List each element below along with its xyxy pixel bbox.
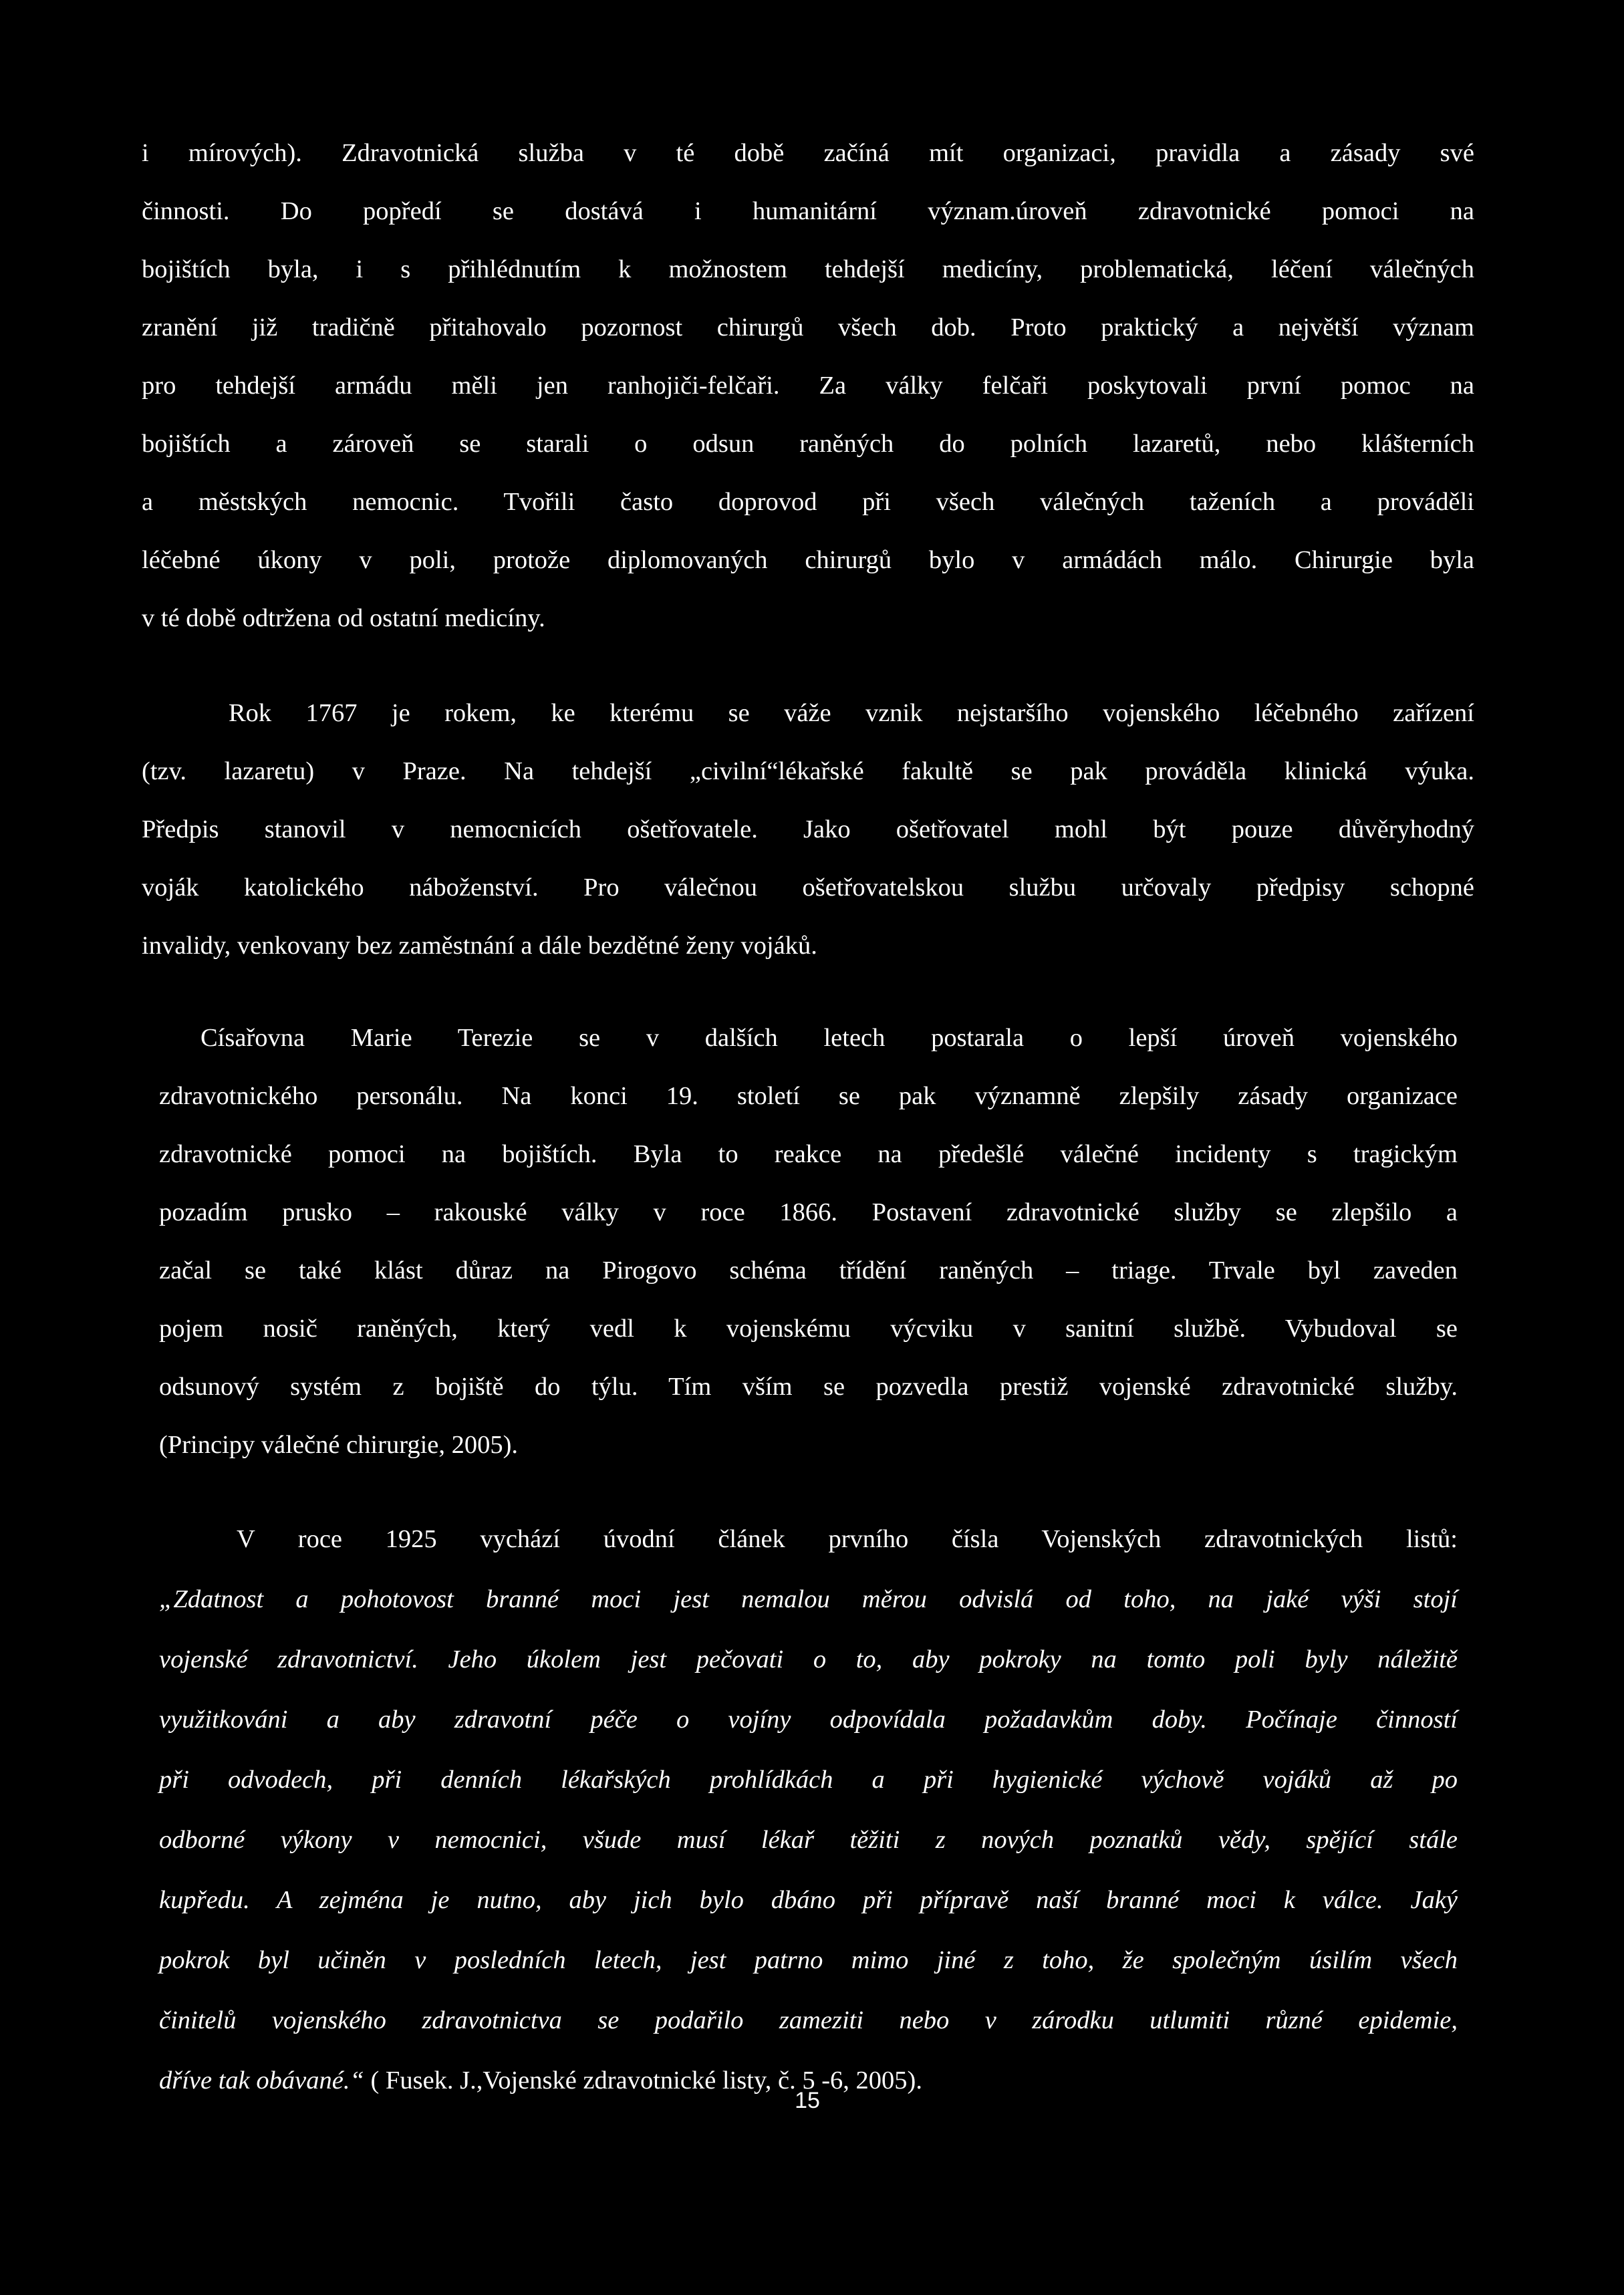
text-line: léčebné úkony v poli, protože diplomovaných chirurgů bylo v armádách málo. Chirurgie byla (142, 546, 1474, 574)
text-line: pro tehdejší armádu měli jen ranhojiči-felčaři. Za války felčaři poskytovali první pomoc na (142, 372, 1474, 400)
text-line: (tzv. lazaretu) v Praze. Na tehdejší „civilní“lékařské fakultě se pak prováděla klinická výuka. (142, 757, 1474, 785)
text-line: Předpis stanovil v nemocnicích ošetřovatele. Jako ošetřovatel mohl být pouze důvěryhodný (142, 815, 1474, 843)
text-line: Rok 1767 je rokem, ke kterému se váže vznik nejstaršího vojenského léčebného zařízení (229, 699, 1474, 727)
quote-line: kupředu. A zejména je nutno, aby jich bylo dbáno při přípravě naší branné moci k válce. Jaký (159, 1886, 1458, 1914)
quote-line: vojenské zdravotnictví. Jeho úkolem jest pečovati o to, aby pokroky na tomto poli byly náležitě (159, 1645, 1458, 1673)
quote-intro: V roce 1925 vychází úvodní článek prvního čísla Vojenských zdravotnických listů: (237, 1525, 1458, 1553)
paragraph-quote-1925 (159, 1509, 1458, 2111)
page-number: 15 (795, 2088, 820, 2113)
text-line: invalidy, venkovany bez zaměstnání a dále bezdětné ženy vojáků. (142, 932, 817, 960)
text-line: (Principy válečné chirurgie, 2005). (159, 1431, 519, 1459)
text-line: i mírových). Zdravotnická služba v té době začíná mít organizaci, pravidla a zásady své (142, 139, 1474, 167)
quote-line: „Zdatnost a pohotovost branné moci jest nemalou měrou odvislá od toho, na jaké výši stojí (159, 1585, 1458, 1613)
text-line: zdravotnického personálu. Na konci 19. století se pak významně zlepšily zásady organizace (159, 1082, 1458, 1110)
paragraph-lazaret-1767 (142, 684, 1474, 975)
paragraph-maria-theresa (159, 1009, 1458, 1474)
text-line: a městských nemocnic. Tvořili často doprovod při všech válečných taženích a prováděli (142, 488, 1474, 516)
text-line: zdravotnické pomoci na bojištích. Byla to reakce na předešlé válečné incidenty s tragickým (159, 1140, 1458, 1168)
paragraph-military-medicine (142, 124, 1474, 648)
text-line: Císařovna Marie Terezie se v dalších letech postarala o lepší úroveň vojenského (200, 1024, 1458, 1052)
quote-end: dříve tak obávané.“ (159, 2066, 364, 2095)
quote-line: činitelů vojenského zdravotnictva se podařilo zameziti nebo v zárodku utlumiti různé epidemie, (159, 2006, 1458, 2034)
text-line: bojištích byla, i s přihlédnutím k možnostem tehdejší medicíny, problematická, léčení válečných (142, 255, 1474, 283)
quote-line: odborné výkony v nemocnici, všude musí lékař těžiti z nových poznatků vědy, spějící stále (159, 1826, 1458, 1854)
quote-line: pokrok byl učiněn v posledních letech, jest patrno mimo jiné z toho, že společným úsilím všech (159, 1946, 1458, 1974)
text-line: zranění již tradičně přitahovalo pozornost chirurgů všech dob. Proto praktický a největší význam (142, 313, 1474, 342)
text-line: pozadím prusko – rakouské války v roce 1866. Postavení zdravotnické služby se zlepšilo a (159, 1198, 1458, 1226)
text-line: pojem nosič raněných, který vedl k vojenskému výcviku v sanitní službě. Vybudoval se (159, 1315, 1458, 1343)
text-line: v té době odtržena od ostatní medicíny. (142, 604, 545, 632)
text-line: odsunový systém z bojiště do týlu. Tím vším se pozvedla prestiž vojenské zdravotnické služby. (159, 1373, 1458, 1401)
text-line: začal se také klást důraz na Pirogovo schéma třídění raněných – triage. Trvale byl zaveden (159, 1256, 1458, 1285)
citation: ( Fusek. J.,Vojenské zdravotnické listy, č. 5 -6, 2005). (364, 2066, 922, 2095)
text-line: činnosti. Do popředí se dostává i humanitární význam.úroveň zdravotnické pomoci na (142, 197, 1474, 225)
text-line: bojištích a zároveň se starali o odsun raněných do polních lazaretů, nebo klášterních (142, 430, 1474, 458)
quote-line: při odvodech, při denních lékařských prohlídkách a při hygienické výchově vojáků až po (159, 1766, 1458, 1794)
quote-line: využitkováni a aby zdravotní péče o vojíny odpovídala požadavkům doby. Počínaje činností (159, 1706, 1458, 1734)
text-line: voják katolického náboženství. Pro válečnou ošetřovatelskou službu určovaly předpisy schopné (142, 873, 1474, 902)
